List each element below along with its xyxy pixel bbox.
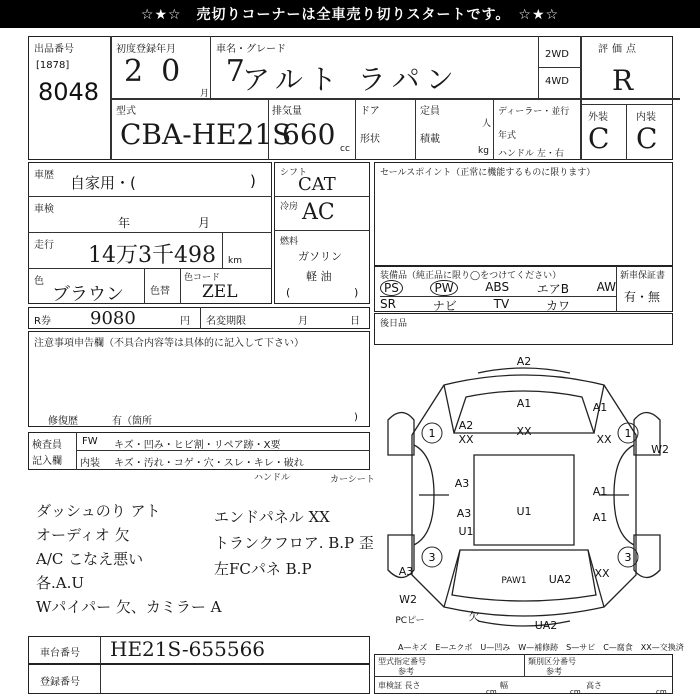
handwritten-note: ダッシュのり アト — [36, 502, 161, 520]
repair-value: 有（箇所 — [112, 416, 152, 427]
handwritten-note: エンドパネル XX — [214, 508, 330, 526]
damage-label: A3 — [456, 507, 472, 520]
drive-2wd: 2WD — [545, 49, 569, 60]
equipment-row-2 — [380, 297, 570, 313]
recycle-value: 9080 — [90, 308, 136, 329]
fuel-diesel: 軽 油 — [306, 270, 332, 283]
ac-value: AC — [302, 200, 335, 225]
sales-point-label: セールスポイント（正常に機能するものに限ります） — [380, 168, 596, 178]
fw-label: FW — [82, 436, 98, 447]
handle-label: ハンドル 左・右 — [498, 149, 564, 159]
damage-label: UA2 — [534, 619, 558, 632]
damage-label: A1 — [592, 485, 608, 498]
fw-options: キズ・凹み・ヒビ割・リペア跡・X要 — [114, 440, 281, 451]
damage-label: W2 — [399, 593, 417, 606]
lot-label: 出品番号 — [34, 44, 74, 55]
rear-items-box — [374, 313, 673, 345]
spec-cm-1: cm — [486, 688, 497, 696]
damage-diagram — [374, 345, 674, 640]
recycle-box — [28, 307, 370, 329]
inspection-month: 月 — [198, 216, 211, 230]
doors-label: ドア — [360, 106, 380, 117]
warranty-label: 新車保証書 — [620, 271, 666, 281]
repair-close: ) — [354, 412, 358, 423]
inspection-year: 年 — [118, 216, 131, 230]
handwritten-notes-right — [214, 506, 374, 584]
damage-label: A1 — [592, 401, 608, 414]
equipment-item: SR — [380, 297, 396, 311]
inspector-note-2: カーシート — [330, 475, 375, 485]
equipment-item: ナビ — [432, 299, 457, 313]
damage-label: A1 — [592, 511, 608, 524]
mileage-label: 走行 — [34, 240, 54, 251]
spec-label-1: 型式指定番号 — [378, 657, 426, 666]
equipment-row-1 — [380, 280, 616, 296]
warranty-value: 有・無 — [624, 290, 661, 304]
color-code: ZEL — [202, 282, 238, 302]
color-value: ブラウン — [52, 284, 124, 305]
damage-label: PCピー — [395, 616, 425, 626]
first-reg-value: 20 7 — [124, 54, 263, 89]
repair-label: 修復歴 — [48, 416, 78, 427]
damage-label: A2 — [458, 419, 474, 432]
transfer-month: 月 — [298, 316, 308, 327]
shift-label: シフト — [280, 168, 308, 178]
color-code-label: 色コード — [184, 273, 221, 283]
spec-label-2: 類別区分番号 — [528, 657, 576, 666]
interior-options-label: 内装 — [80, 458, 100, 469]
damage-label: UA2 — [548, 573, 572, 586]
drive-4wd: 4WD — [545, 76, 569, 87]
ac-label: 冷房 — [280, 202, 299, 212]
displacement-value: 660 — [282, 118, 336, 151]
fuel-paren-close: ) — [354, 286, 359, 299]
handwritten-note: Wパイパー 欠、カミラー A — [36, 598, 222, 616]
inspection-label: 車検 — [34, 204, 54, 215]
handwritten-note: オーディオ 欠 — [36, 526, 130, 544]
notes-label: 注意事項申告欄（不具合内容等は具体的に記入して下さい） — [34, 338, 304, 349]
tire-number: 1 — [624, 427, 632, 440]
tire-number: 1 — [428, 427, 436, 440]
history-value: 自家用・( — [70, 174, 136, 192]
damage-label: XX — [594, 567, 610, 580]
equipment-item: PS — [380, 280, 403, 296]
history-label: 車歴 — [34, 170, 54, 181]
vin-label: 車台番号 — [40, 648, 80, 659]
damage-label: PAW1 — [501, 576, 527, 586]
handwritten-notes-left — [36, 500, 236, 620]
spec-cm-2: cm — [570, 688, 581, 696]
interior-options: キズ・汚れ・コゲ・穴・スレ・キレ・破れ — [114, 458, 304, 469]
lot-number: 8048 — [38, 78, 100, 106]
rear-items-label: 後日品 — [380, 319, 408, 329]
first-reg-label: 初度登録年月 — [116, 44, 176, 55]
damage-label: U1 — [458, 525, 474, 538]
year-label: 年式 — [498, 131, 517, 141]
equipment-item: エアB — [536, 282, 569, 296]
inspector-note-1: ハンドル — [254, 473, 291, 483]
tire-number: 3 — [624, 551, 632, 564]
equipment-item: ABS — [485, 280, 510, 294]
spec-width: 幅 — [500, 681, 508, 690]
damage-label: 欠 — [468, 610, 480, 623]
load-label: 積載 — [420, 134, 440, 145]
shape-label: 形状 — [360, 134, 380, 145]
mileage-unit: km — [228, 256, 242, 266]
damage-label: XX — [516, 425, 532, 438]
header-banner: ☆★☆ 売切りコーナーは全車売り切りスタートです。 ☆★☆ — [0, 0, 700, 28]
car-name-label: 車名・グレード — [216, 44, 286, 55]
tire-number: 3 — [428, 551, 436, 564]
color-change-label: 色替 — [150, 286, 170, 297]
recycle-label: R券 — [34, 316, 51, 327]
transfer-label: 名変期限 — [206, 316, 246, 327]
fuel-gas: ガソリン — [298, 250, 342, 263]
model-label: 型式 — [116, 106, 136, 117]
fuel-paren-open: ( — [286, 286, 291, 299]
shift-value: CAT — [298, 174, 336, 195]
damage-legend: A—キズ E—エクボ U—凹み W—補修跡 S—サビ C—腐食 XX—交換済 — [398, 643, 684, 652]
equipment-item: TV — [493, 297, 510, 311]
spec-ref-1: 参考 — [398, 667, 414, 676]
first-reg-month: 月 — [200, 89, 210, 99]
vin-value: HE21S-655566 — [110, 637, 266, 661]
interior-value: C — [636, 122, 658, 155]
spec-length: 車検証 長さ — [378, 681, 421, 690]
handwritten-note: A/C こなえ悪い — [36, 550, 144, 568]
handwritten-note: トランクフロア. B.P 歪 — [214, 534, 374, 552]
capacity-label: 定員 — [420, 106, 440, 117]
capacity-unit: 人 — [482, 119, 492, 129]
handwritten-note: 各.A.U — [36, 574, 85, 592]
interior-label: 内装 — [636, 112, 656, 123]
equipment-item: カワ — [545, 299, 570, 313]
damage-label: XX — [596, 433, 612, 446]
history-close: ) — [250, 172, 256, 190]
spec-ref-2: 参考 — [546, 667, 562, 676]
car-name-value: アルト ラパン — [242, 63, 460, 96]
damage-label: A1 — [516, 397, 532, 410]
handwritten-note: 左FCパネ B.P — [214, 560, 312, 578]
inspector-label-2: 記入欄 — [32, 456, 62, 467]
color-label: 色 — [34, 276, 44, 287]
lot-sub: [1878] — [36, 60, 70, 71]
reg-label: 登録番号 — [40, 677, 80, 688]
damage-label: A3 — [398, 565, 414, 578]
damage-label: XX — [458, 433, 474, 446]
model-value: CBA-HE21S — [120, 118, 292, 151]
damage-label: W2 — [651, 443, 669, 456]
equipment-item: AW — [596, 280, 616, 294]
fuel-label: 燃料 — [280, 237, 299, 247]
transfer-day: 日 — [350, 316, 360, 327]
inspector-label: 検査員 — [32, 440, 62, 451]
damage-label: A2 — [516, 355, 532, 368]
displacement-unit: cc — [340, 144, 350, 154]
rating-value: R — [612, 64, 634, 97]
displacement-label: 排気量 — [272, 106, 302, 117]
spec-cm-3: cm — [656, 688, 667, 696]
spec-height: 高さ — [586, 681, 602, 690]
exterior-label: 外装 — [588, 112, 608, 123]
recycle-unit: 円 — [180, 316, 190, 327]
mileage-value: 14万3千498 — [88, 243, 216, 268]
damage-label: U1 — [516, 505, 532, 518]
damage-label: A3 — [454, 477, 470, 490]
equipment-item: PW — [430, 280, 457, 296]
rating-label: 評価点 — [598, 44, 640, 55]
exterior-value: C — [588, 122, 610, 155]
load-unit: kg — [478, 146, 489, 156]
equipment-label: 装備品（純正品に限り◯をつけてください） — [380, 271, 562, 281]
dealer-label: ディーラー・並行 — [498, 107, 570, 117]
